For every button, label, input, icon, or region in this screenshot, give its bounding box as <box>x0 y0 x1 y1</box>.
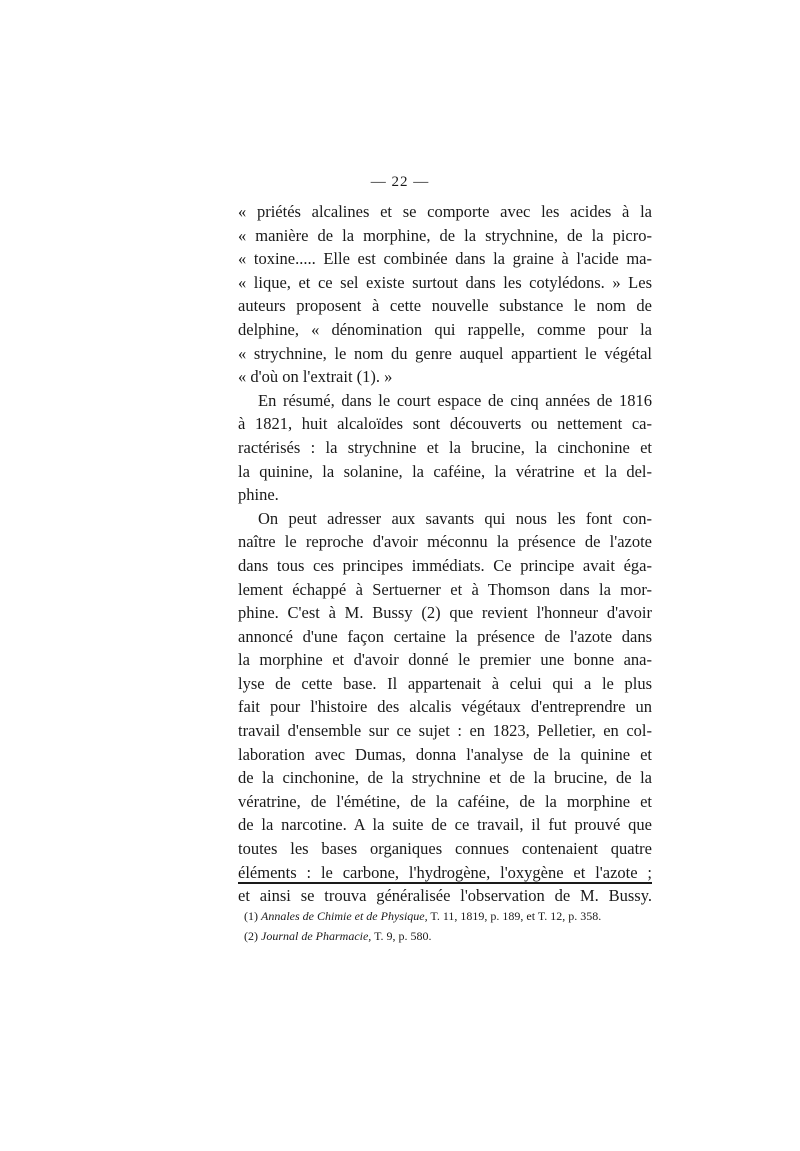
text-line: de la narcotine. A la suite de ce travail, il fut prouvé que <box>238 815 652 835</box>
text-line: éléments : le carbone, l'hydrogène, l'oxygène et l'azote ; <box>238 862 652 882</box>
page-number: — 22 — <box>370 174 430 190</box>
text-line: « toxine..... Elle est combinée dans la graine à l'acide ma- <box>238 249 652 269</box>
footnote-rule <box>238 882 652 884</box>
text-line: « manière de la morphine, de la strychnine, de la picro- <box>238 225 652 245</box>
footnote-number: (2) <box>244 929 258 943</box>
text-line: « lique, et ce sel existe surtout dans les cotylédons. » Les <box>238 272 652 292</box>
text-line: travail d'ensemble sur ce sujet : en 1823, Pelletier, en col- <box>238 721 652 741</box>
footnote-source: Journal de Pharmacie, <box>261 929 372 943</box>
text-line: « priétés alcalines et se comporte avec les acides à la <box>238 202 652 221</box>
footnote <box>244 926 654 946</box>
text-line: delphine, « dénomination qui rappelle, comme pour la <box>238 319 652 339</box>
text-line: laboration avec Dumas, donna l'analyse de la quinine et <box>238 744 652 764</box>
footnote-source: Annales de Chimie et de Physique, <box>261 909 428 923</box>
footnotes <box>244 906 654 946</box>
text-line: phine. C'est à M. Bussy (2) que revient l'honneur d'avoir <box>238 603 652 623</box>
text-line: vératrine, de l'émétine, de la caféine, de la morphine et <box>238 791 652 811</box>
text-line: phine. <box>238 485 279 505</box>
text-line: En résumé, dans le court espace de cinq années de 1816 <box>258 390 652 410</box>
text-line: lyse de cette base. Il appartenait à celui qui a le plus <box>238 673 652 693</box>
text-line: et ainsi se trouva généralisée l'observation de M. Bussy. <box>238 886 652 906</box>
text-line: toutes les bases organiques connues contenaient quatre <box>238 839 652 859</box>
text-line: On peut adresser aux savants qui nous les font con- <box>258 508 652 528</box>
text-line: « strychnine, le nom du genre auquel appartient le végétal <box>238 343 652 363</box>
text-line: dans tous ces principes immédiats. Ce principe avait éga- <box>238 555 652 575</box>
text-line: naître le reproche d'avoir méconnu la présence de l'azote <box>238 532 652 552</box>
body-text <box>238 200 652 908</box>
footnote-reference: T. 11, 1819, p. 189, et T. 12, p. 358. <box>430 909 602 923</box>
text-line: « d'où on l'extrait (1). » <box>238 367 393 387</box>
footnote <box>244 906 654 926</box>
text-line: la morphine et d'avoir donné le premier une bonne ana- <box>238 650 652 670</box>
text-line: annoncé d'une façon certaine la présence de l'azote dans <box>238 626 652 646</box>
footnote-reference: T. 9, p. 580. <box>374 929 432 943</box>
text-line: de la cinchonine, de la strychnine et de la brucine, de la <box>238 768 652 788</box>
text-line: fait pour l'histoire des alcalis végétaux d'entreprendre un <box>238 697 652 717</box>
footnote-number: (1) <box>244 909 258 923</box>
text-line: auteurs proposent à cette nouvelle substance le nom de <box>238 296 652 316</box>
text-line: lement échappé à Sertuerner et à Thomson dans la mor- <box>238 579 652 599</box>
text-line: ractérisés : la strychnine et la brucine, la cinchonine et <box>238 437 652 457</box>
text-line: à 1821, huit alcaloïdes sont découverts ou nettement ca- <box>238 414 652 434</box>
text-line: la quinine, la solanine, la caféine, la vératrine et la del- <box>238 461 652 481</box>
